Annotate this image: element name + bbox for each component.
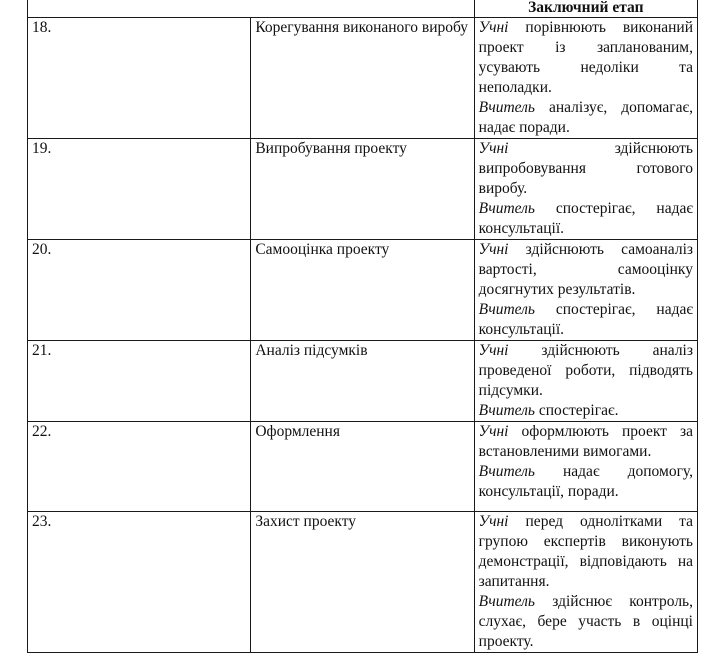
students-text: здійснюють аналіз проведеної роботи, підводять підсумки. bbox=[478, 342, 693, 399]
teacher-line bbox=[479, 401, 693, 421]
students-text: порівнюють виконаний проект із запланованим, усувають недоліки та неполадки. bbox=[478, 19, 693, 96]
stage-number: 18. bbox=[28, 18, 251, 139]
students-text: оформлюють проект за встановленими вимогами. bbox=[478, 423, 693, 460]
table-row bbox=[28, 341, 698, 422]
teacher-line bbox=[479, 300, 693, 340]
students-text: здійснюють самоаналіз вартості, самооцінку досягнутих результатів. bbox=[478, 241, 693, 298]
teacher-role: Вчитель bbox=[478, 99, 535, 116]
stage-name: Захист проекту bbox=[251, 512, 474, 653]
stage-number: 21. bbox=[28, 341, 251, 422]
stage-name: Аналіз підсумків bbox=[251, 341, 474, 422]
stage-description bbox=[474, 18, 697, 139]
teacher-line bbox=[479, 462, 693, 502]
teacher-text: спостерігає, надає консультації. bbox=[478, 200, 693, 237]
stage-description bbox=[474, 422, 697, 512]
table-row bbox=[28, 139, 698, 240]
students-role: Учні bbox=[478, 140, 509, 157]
students-role: Учні bbox=[478, 19, 509, 36]
teacher-role: Вчитель bbox=[478, 593, 535, 610]
teacher-line bbox=[479, 592, 693, 652]
stage-number: 20. bbox=[28, 240, 251, 341]
students-text: перед однолітками та групою експертів виконують демонстрації, відповідають на запитання. bbox=[478, 513, 694, 590]
teacher-line bbox=[479, 199, 693, 239]
stage-name: Корегування виконаного виробу bbox=[251, 18, 474, 139]
stage-number: 23. bbox=[28, 512, 251, 653]
project-stages-table bbox=[27, 0, 698, 653]
stage-description bbox=[474, 139, 697, 240]
teacher-text: спостерігає, надає консультації. bbox=[478, 301, 693, 338]
stage-description bbox=[474, 341, 697, 422]
stage-description bbox=[474, 240, 697, 341]
teacher-text: надає допомогу, консультації, поради. bbox=[478, 463, 693, 500]
stage-name: Оформлення bbox=[251, 422, 474, 512]
teacher-role: Вчитель bbox=[478, 463, 535, 480]
section-header-row bbox=[28, 0, 698, 18]
stage-name: Самооцінка проекту bbox=[251, 240, 474, 341]
teacher-role: Вчитель bbox=[478, 200, 535, 217]
teacher-line bbox=[479, 98, 693, 138]
teacher-text: спостерігає. bbox=[538, 402, 619, 419]
teacher-text: здійснює контроль, слухає, бере участь в оцінці проекту. bbox=[478, 593, 693, 650]
stage-name: Випробування проекту bbox=[251, 139, 474, 240]
teacher-role: Вчитель bbox=[478, 402, 535, 419]
section-title: Заключний етап bbox=[474, 0, 697, 18]
teacher-role: Вчитель bbox=[478, 301, 535, 318]
students-text: здійснюють випробовування готового виробу. bbox=[478, 140, 693, 197]
students-role: Учні bbox=[478, 513, 509, 530]
table-row bbox=[28, 240, 698, 341]
stage-number: 22. bbox=[28, 422, 251, 512]
table-row bbox=[28, 422, 698, 512]
table-row bbox=[28, 18, 698, 139]
students-role: Учні bbox=[478, 241, 509, 258]
stage-number: 19. bbox=[28, 139, 251, 240]
section-header-blank bbox=[28, 0, 475, 18]
teacher-text: аналізує, допомагає, надає поради. bbox=[478, 99, 694, 136]
students-role: Учні bbox=[478, 342, 509, 359]
students-role: Учні bbox=[478, 423, 509, 440]
